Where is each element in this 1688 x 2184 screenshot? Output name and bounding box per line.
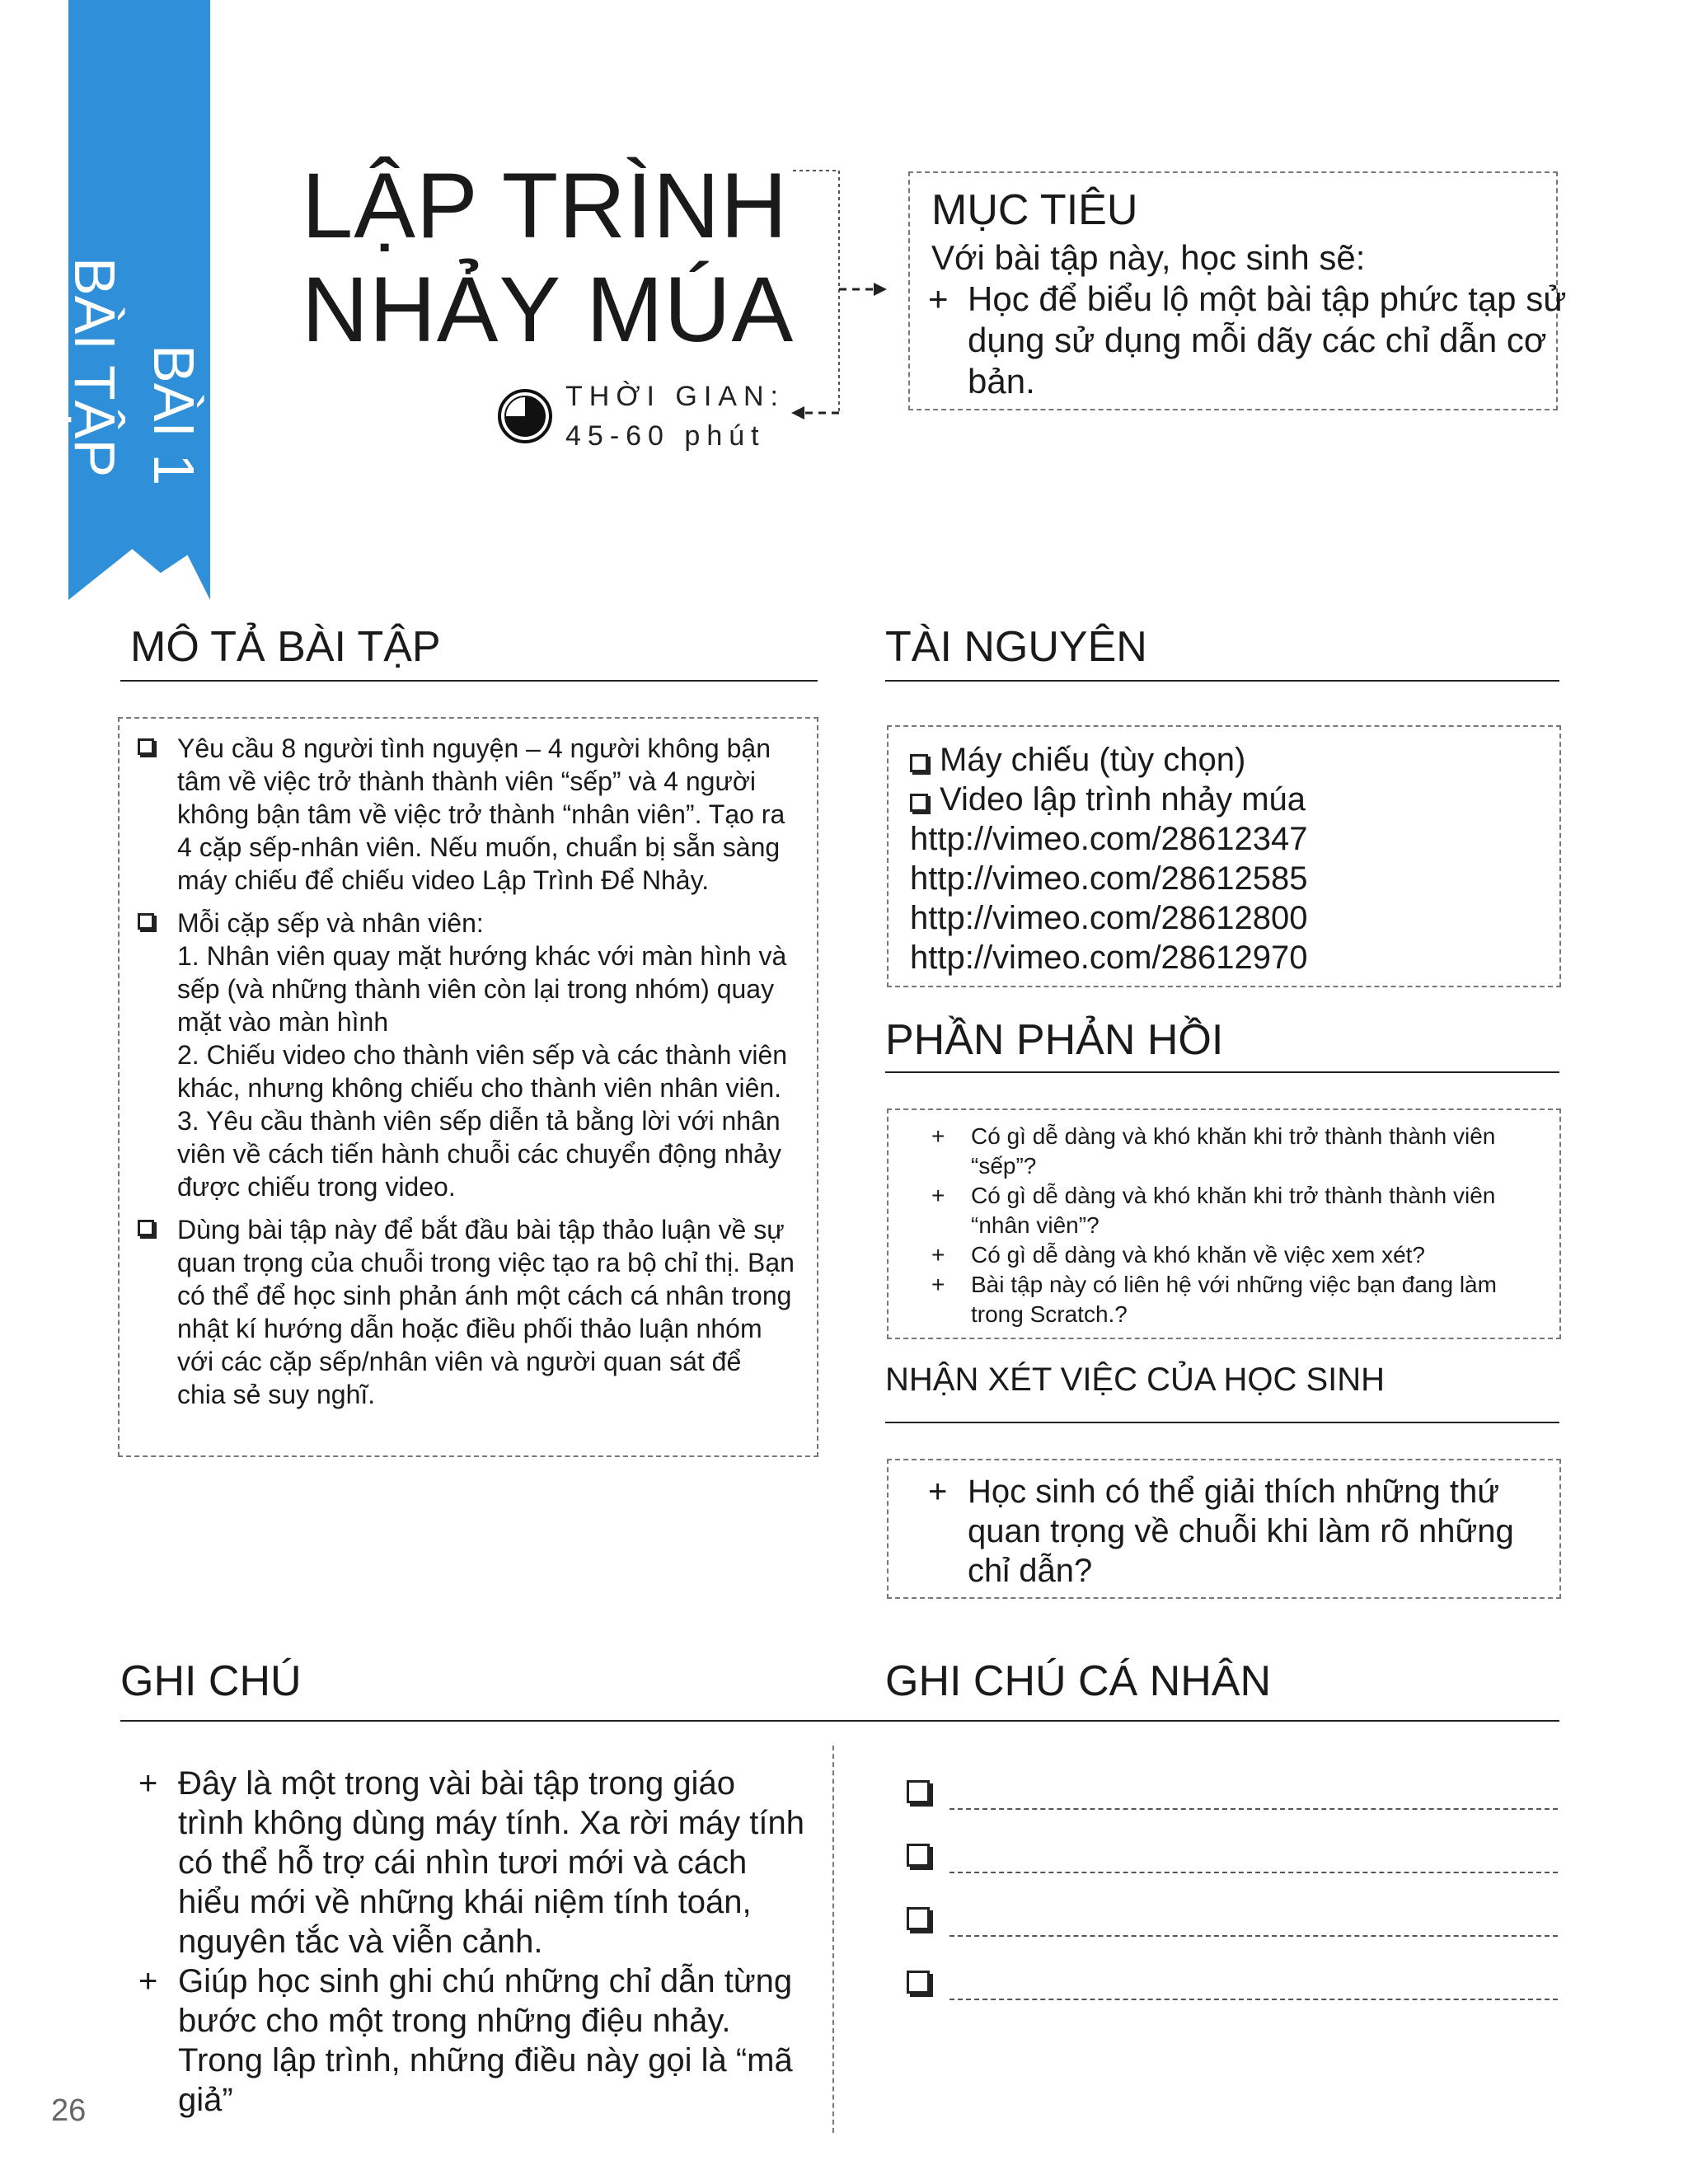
description-item-text: Yêu cầu 8 người tình nguyện – 4 người không bận tâm về việc trở thành thành viên “sếp” và 4 người không bận tâm về việc trở thành “nhân viên”. Tạo ra 4 cặp sếp-nhân viên. Nếu muốn, chuẩn bị sẵn sàng máy chiếu để chiếu video Lập Trình Để Nhảy. — [177, 733, 785, 895]
checkbox-icon — [138, 738, 154, 755]
plus-icon: + — [138, 1765, 158, 1802]
objective-intro: Với bài tập này, học sinh sẽ: — [931, 238, 1366, 277]
feedback-box — [887, 1108, 1561, 1339]
personal-notes-heading: GHI CHÚ CÁ NHÂN — [885, 1657, 1272, 1705]
description-item — [120, 907, 795, 940]
checkbox-icon — [138, 1220, 154, 1236]
assessment-box — [887, 1459, 1561, 1599]
description-subitem — [120, 940, 795, 1038]
resource-item-text: Máy chiếu (tùy chọn) — [940, 742, 1246, 778]
checkbox-icon[interactable] — [907, 1907, 930, 1930]
notes-item-text: Đây là một trong vài bài tập trong giáo trình không dùng máy tính. Xa rời máy tính có thể hỗ trợ cái nhìn tươi mới và cách hiểu mới về những khái niệm tính toán, nguyên tắc và viễn cảnh. — [178, 1765, 804, 1960]
description-subitem — [120, 1104, 795, 1203]
page-title-line2: NHẢY MÚA — [302, 258, 795, 361]
resource-item-text: Video lập trình nhảy múa — [940, 781, 1306, 818]
resources-rule — [885, 680, 1559, 682]
feedback-item — [913, 1181, 1526, 1240]
resource-item — [910, 740, 1559, 780]
notes-item-text: Giúp học sinh ghi chú những chỉ dẫn từng bước cho một trong những điệu nhảy. Trong lập trình, những điều này gọi là “mã giả” — [178, 1963, 793, 2118]
checkbox-icon — [910, 794, 928, 812]
connector-arrows — [790, 169, 889, 424]
time-value: 45-60 phút — [565, 420, 766, 452]
plus-icon: + — [931, 1242, 945, 1268]
personal-note-row[interactable] — [907, 1971, 1558, 2004]
notes-list — [120, 1764, 804, 2120]
description-item — [120, 1213, 795, 1411]
notes-item — [120, 1961, 804, 2120]
resources-heading: TÀI NGUYÊN — [885, 623, 1147, 671]
resource-link[interactable]: http://vimeo.com/28612347 — [910, 821, 1308, 857]
description-subitem-text: 2. Chiếu video cho thành viên sếp và các thành viên khác, nhưng không chiếu cho thành viên nhân viên. — [177, 1040, 788, 1103]
checkbox-icon[interactable] — [907, 1971, 930, 1994]
plus-icon: + — [138, 1963, 158, 1999]
description-rule — [120, 680, 818, 682]
note-line — [950, 1808, 1558, 1810]
plus-icon: + — [931, 1123, 945, 1149]
description-item — [120, 732, 795, 897]
personal-note-row[interactable] — [907, 1907, 1558, 1940]
assessment-item — [910, 1472, 1535, 1591]
page-title-line1: LẬP TRÌNH — [302, 154, 788, 257]
description-item-text: Mỗi cặp sếp và nhân viên: — [177, 908, 484, 938]
objective-item-text: Học để biểu lộ một bài tập phức tạp sử dụng sử dụng mỗi dãy các chỉ dẫn cơ bản. — [968, 279, 1567, 401]
note-line — [950, 1935, 1558, 1937]
feedback-item-text: Có gì dễ dàng và khó khăn khi trở thành thành viên “nhân viên”? — [971, 1183, 1496, 1238]
assessment-heading: NHẬN XÉT VIỆC CỦA HỌC SINH — [885, 1361, 1386, 1398]
objective-item — [910, 279, 1569, 402]
feedback-item-text: Có gì dễ dàng và khó khăn khi trở thành thành viên “sếp”? — [971, 1123, 1496, 1179]
plus-icon: + — [928, 1474, 948, 1510]
notes-item — [120, 1764, 804, 1961]
description-subitem-text: 3. Yêu cầu thành viên sếp diễn tả bằng lời với nhân viên về cách tiến hành chuỗi các chuyển động nhảy được chiếu trong video. — [177, 1106, 781, 1202]
note-line — [950, 1999, 1558, 2000]
note-line — [950, 1872, 1558, 1873]
assessment-rule — [885, 1422, 1559, 1423]
ribbon-lesson-type: BÀI TẬP — [63, 257, 127, 478]
feedback-item-text: Bài tập này có liên hệ với những việc bạn đang làm trong Scratch.? — [971, 1272, 1497, 1327]
notes-rule — [120, 1720, 1559, 1722]
notes-divider — [832, 1746, 834, 2133]
plus-icon: + — [931, 1272, 945, 1297]
notes-heading: GHI CHÚ — [120, 1657, 302, 1705]
time-label: THỜI GIAN: — [565, 381, 785, 412]
checkbox-icon[interactable] — [907, 1780, 930, 1803]
objective-heading: MỤC TIÊU — [931, 186, 1138, 234]
description-subitem-text: 1. Nhân viên quay mặt hướng khác với màn hình và sếp (và những thành viên còn lại trong nhóm) quay mặt vào màn hình — [177, 941, 787, 1037]
clock-icon — [496, 387, 554, 445]
description-item-text: Dùng bài tập này để bắt đầu bài tập thảo luận về sự quan trọng của chuỗi trong việc tạo ra bộ chỉ thị. Bạn có thể để học sinh phản ánh một cách cá nhân trong nhật kí hướng dẫn hoặc điều phối thảo luận nhóm với các cặp sếp/nhân viên và người quan sát để chia sẻ suy nghĩ. — [177, 1215, 795, 1409]
checkbox-icon — [138, 913, 154, 930]
description-heading: MÔ TẢ BÀI TẬP — [130, 623, 441, 671]
resources-box — [887, 725, 1561, 987]
feedback-item — [913, 1122, 1526, 1181]
resource-link[interactable]: http://vimeo.com/28612800 — [910, 900, 1308, 936]
description-subitem — [120, 1038, 795, 1104]
resource-link[interactable]: http://vimeo.com/28612585 — [910, 860, 1308, 897]
plus-icon: + — [928, 279, 949, 318]
checkbox-icon — [910, 754, 928, 772]
objective-box — [908, 171, 1567, 410]
page-number: 26 — [51, 2093, 87, 2128]
ribbon-lesson-number: BÀI 1 — [142, 344, 206, 486]
plus-icon: + — [931, 1183, 945, 1208]
resource-item — [910, 780, 1559, 819]
personal-note-row[interactable] — [907, 1844, 1558, 1877]
description-box — [118, 717, 818, 1457]
personal-note-row[interactable] — [907, 1780, 1558, 1813]
feedback-rule — [885, 1071, 1559, 1073]
feedback-item — [913, 1270, 1526, 1329]
checkbox-icon[interactable] — [907, 1844, 930, 1867]
feedback-item-text: Có gì dễ dàng và khó khăn về việc xem xét? — [971, 1242, 1425, 1268]
resource-link[interactable]: http://vimeo.com/28612970 — [910, 940, 1308, 976]
assessment-item-text: Học sinh có thể giải thích những thứ quan trọng về chuỗi khi làm rõ những chỉ dẫn? — [968, 1474, 1514, 1589]
feedback-heading: PHẦN PHẢN HỒI — [885, 1016, 1224, 1064]
feedback-item — [913, 1240, 1526, 1270]
